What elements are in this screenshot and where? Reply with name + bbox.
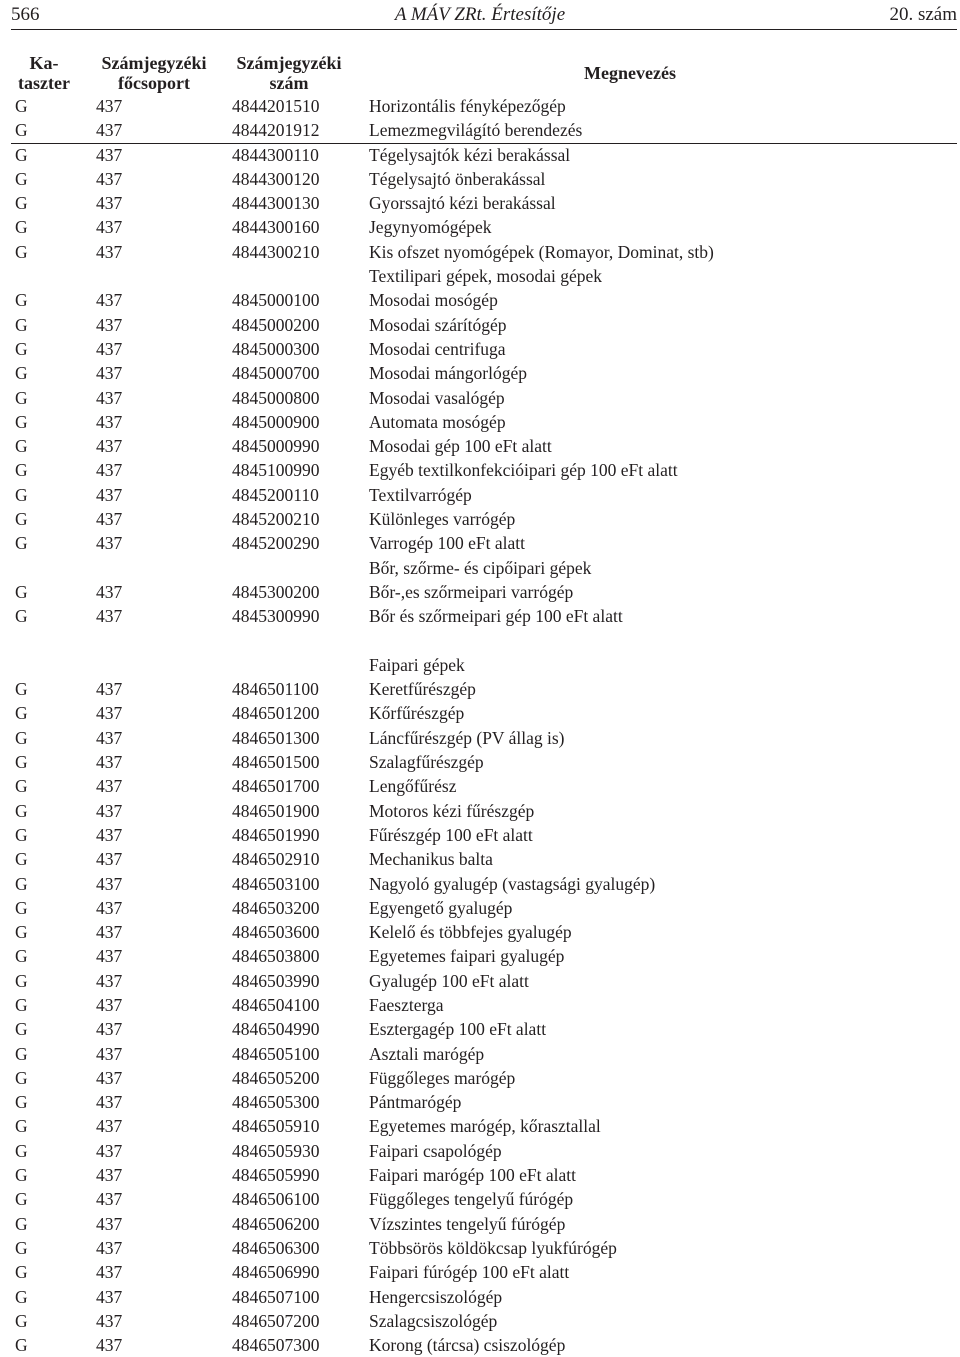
cell-group: 437: [96, 1165, 123, 1186]
cell-name: Mosodai gép 100 eFt alatt: [369, 436, 552, 457]
table-row: [0, 774, 960, 798]
cell-name: Szalagfűrészgép: [369, 752, 484, 773]
table-row: [0, 872, 960, 896]
cell-number: 4845000700: [232, 363, 320, 384]
cell-name: Egyetemes marógép, kőrasztallal: [369, 1116, 601, 1137]
cell-category: G: [15, 1165, 28, 1186]
table-row: [0, 1333, 960, 1357]
cell-category: G: [15, 581, 28, 602]
cell-category: G: [15, 1092, 28, 1113]
cell-category: G: [15, 922, 28, 943]
cell-number: 4846506990: [232, 1262, 320, 1283]
cell-category: G: [15, 290, 28, 311]
cell-number: 4846505990: [232, 1165, 320, 1186]
cell-name: Többsörös köldökcsap lyukfúrógép: [369, 1237, 617, 1258]
issue-number: 20. szám: [889, 4, 957, 25]
table-row: [0, 604, 960, 628]
cell-name: Vízszintes tengelyű fúrógép: [369, 1213, 566, 1234]
cell-number: 4845000800: [232, 387, 320, 408]
cell-name: Bőr-,es szőrmeipari varrógép: [369, 581, 574, 602]
cell-name: Automata mosógép: [369, 411, 506, 432]
cell-name: Esztergagép 100 eFt alatt: [369, 1019, 547, 1040]
cell-name: Keretfűrészgép: [369, 679, 476, 700]
table-row: [0, 1042, 960, 1066]
cell-group: 437: [96, 824, 123, 845]
cell-number: 4846507300: [232, 1335, 320, 1356]
cell-name: Függőleges marógép: [369, 1067, 516, 1088]
cell-category: G: [15, 509, 28, 530]
cell-category: G: [15, 144, 28, 165]
cell-category: G: [15, 168, 28, 189]
cell-number: 4846505930: [232, 1140, 320, 1161]
cell-name: Mosodai mosógép: [369, 290, 498, 311]
cell-category: G: [15, 217, 28, 238]
cell-group: 437: [96, 776, 123, 797]
table-row: [0, 288, 960, 312]
cell-group: 437: [96, 168, 123, 189]
cell-category: G: [15, 946, 28, 967]
cell-group: 437: [96, 338, 123, 359]
cell-group: 437: [96, 1286, 123, 1307]
cell-name: Fűrészgép 100 eFt alatt: [369, 824, 533, 845]
table-row: [0, 1187, 960, 1211]
cell-category: G: [15, 873, 28, 894]
column-header-name: Megnevezés: [584, 63, 676, 83]
cell-number: 4845300990: [232, 606, 320, 627]
cell-number: 4846501200: [232, 703, 320, 724]
cell-category: G: [15, 314, 28, 335]
table-row: [0, 507, 960, 531]
cell-group: 437: [96, 387, 123, 408]
cell-group: 437: [96, 1067, 123, 1088]
cell-category: G: [15, 1043, 28, 1064]
cell-category: G: [15, 1116, 28, 1137]
cell-number: 4846502910: [232, 849, 320, 870]
cell-category: G: [15, 1213, 28, 1234]
cell-name: Faipari fúrógép 100 eFt alatt: [369, 1262, 570, 1283]
cell-group: 437: [96, 241, 123, 262]
cell-name: Hengercsiszológép: [369, 1286, 503, 1307]
cell-category: G: [15, 606, 28, 627]
cell-group: 437: [96, 946, 123, 967]
table-body: [0, 94, 960, 1357]
cell-category: G: [15, 776, 28, 797]
cell-category: G: [15, 752, 28, 773]
table-row: [0, 799, 960, 823]
cell-category: G: [15, 533, 28, 554]
cell-group: 437: [96, 1019, 123, 1040]
cell-number: 4845000300: [232, 338, 320, 359]
cell-category: G: [15, 387, 28, 408]
table-row: [0, 1139, 960, 1163]
cell-group: 437: [96, 970, 123, 991]
cell-number: 4846507100: [232, 1286, 320, 1307]
cell-name: Varrogép 100 eFt alatt: [369, 533, 525, 554]
cell-name: Bőr és szőrmeipari gép 100 eFt alatt: [369, 606, 623, 627]
cell-group: 437: [96, 1262, 123, 1283]
cell-number: 4846503600: [232, 922, 320, 943]
cell-group: 437: [96, 1335, 123, 1356]
cell-group: 437: [96, 1237, 123, 1258]
table-row: [0, 143, 960, 167]
cell-group: 437: [96, 897, 123, 918]
table-header: [0, 50, 960, 94]
column-header-group: Számjegyzéki főcsoport: [101, 53, 207, 93]
cell-category: G: [15, 411, 28, 432]
cell-number: 4845000200: [232, 314, 320, 335]
cell-category: G: [15, 193, 28, 214]
table-row: [0, 1285, 960, 1309]
cell-number: 4846501990: [232, 824, 320, 845]
cell-category: G: [15, 679, 28, 700]
cell-category: G: [15, 897, 28, 918]
cell-group: 437: [96, 922, 123, 943]
cell-group: 437: [96, 120, 123, 141]
cell-group: 437: [96, 363, 123, 384]
cell-name: Korong (tárcsa) csiszológép: [369, 1335, 566, 1356]
table-row: [0, 993, 960, 1017]
cell-category: G: [15, 484, 28, 505]
cell-category: G: [15, 241, 28, 262]
cell-group: 437: [96, 96, 123, 116]
cell-category: G: [15, 1019, 28, 1040]
table-row: [0, 313, 960, 337]
table-row: [0, 94, 960, 118]
cell-number: 4846503100: [232, 873, 320, 894]
cell-group: 437: [96, 290, 123, 311]
cell-name: Mechanikus balta: [369, 849, 493, 870]
table-row: [0, 1212, 960, 1236]
cell-category: G: [15, 824, 28, 845]
cell-name: Függőleges tengelyű fúrógép: [369, 1189, 574, 1210]
cell-group: 437: [96, 1140, 123, 1161]
cell-group: 437: [96, 1116, 123, 1137]
cell-number: 4844300210: [232, 241, 320, 262]
cell-group: 437: [96, 1092, 123, 1113]
cell-name: Faipari marógép 100 eFt alatt: [369, 1165, 577, 1186]
cell-group: 437: [96, 1043, 123, 1064]
cell-category: G: [15, 800, 28, 821]
table-row: [0, 1114, 960, 1138]
cell-group: 437: [96, 193, 123, 214]
cell-category: G: [15, 1310, 28, 1331]
cell-number: 4845200290: [232, 533, 320, 554]
cell-number: 4846501300: [232, 727, 320, 748]
cell-category: G: [15, 994, 28, 1015]
cell-number: 4845100990: [232, 460, 320, 481]
cell-group: 437: [96, 144, 123, 165]
cell-number: 4846501700: [232, 776, 320, 797]
table-row: [0, 823, 960, 847]
cell-group: 437: [96, 703, 123, 724]
cell-number: 4846505200: [232, 1067, 320, 1088]
cell-name: Kelelő és többfejes gyalugép: [369, 922, 572, 943]
table-row: [0, 434, 960, 458]
header-rule: [11, 29, 957, 30]
cell-category: G: [15, 727, 28, 748]
cell-number: 4844300160: [232, 217, 320, 238]
table-row: [0, 896, 960, 920]
table-row: [0, 1309, 960, 1333]
cell-category: G: [15, 1286, 28, 1307]
table-row: [0, 118, 960, 142]
cell-name: Gyorssajtó kézi berakással: [369, 193, 556, 214]
cell-group: 437: [96, 533, 123, 554]
cell-group: 437: [96, 314, 123, 335]
cell-number: 4844201510: [232, 96, 320, 116]
table-row: [0, 1017, 960, 1041]
cell-number: 4846505100: [232, 1043, 320, 1064]
cell-category: G: [15, 1262, 28, 1283]
cell-number: 4844201912: [232, 120, 320, 141]
cell-group: 437: [96, 800, 123, 821]
cell-name: Különleges varrógép: [369, 509, 516, 530]
cell-category: G: [15, 338, 28, 359]
cell-number: 4846506100: [232, 1189, 320, 1210]
cell-number: 4846505910: [232, 1116, 320, 1137]
cell-name: Kőrfűrészgép: [369, 703, 465, 724]
cell-name: Egyetemes faipari gyalugép: [369, 946, 565, 967]
cell-group: 437: [96, 484, 123, 505]
cell-number: 4844300110: [232, 144, 319, 165]
table-row: [0, 337, 960, 361]
publication-title: A MÁV ZRt. Értesítője: [394, 4, 566, 25]
cell-name: Egyéb textilkonfekcióipari gép 100 eFt alatt: [369, 460, 678, 481]
blank-row: [0, 629, 960, 653]
cell-category: G: [15, 96, 28, 116]
cell-name: Faipari csapológép: [369, 1140, 502, 1161]
cell-category: G: [15, 363, 28, 384]
cell-name: Tégelysajtó önberakással: [369, 168, 546, 189]
cell-name: Szalagcsiszológép: [369, 1310, 498, 1331]
table-row: [0, 750, 960, 774]
cell-group: 437: [96, 849, 123, 870]
page-number: 566: [11, 4, 40, 25]
cell-name: Tégelysajtók kézi berakással: [369, 144, 571, 165]
cell-name: Asztali marógép: [369, 1043, 485, 1064]
cell-name: Egyengető gyalugép: [369, 897, 513, 918]
cell-name: Nagyoló gyalugép (vastagsági gyalugép): [369, 873, 656, 894]
cell-number: 4846501500: [232, 752, 320, 773]
table-row: [0, 410, 960, 434]
cell-number: 4846503990: [232, 970, 320, 991]
cell-group: 437: [96, 411, 123, 432]
cell-number: 4845000100: [232, 290, 320, 311]
cell-name: Láncfűrészgép (PV állag is): [369, 727, 565, 748]
table-row: [0, 847, 960, 871]
table-row: [0, 1236, 960, 1260]
cell-name: Motoros kézi fűrészgép: [369, 800, 535, 821]
column-header-number: Számjegyzéki szám: [236, 53, 342, 93]
cell-group: 437: [96, 460, 123, 481]
cell-group: 437: [96, 606, 123, 627]
cell-number: 4844300130: [232, 193, 320, 214]
cell-name: Kis ofszet nyomógépek (Romayor, Dominat, stb): [369, 241, 714, 262]
cell-category: G: [15, 970, 28, 991]
table-row: [0, 1090, 960, 1114]
page-header: [0, 0, 960, 32]
cell-number: 4846501100: [232, 679, 319, 700]
cell-category: G: [15, 436, 28, 457]
cell-category: G: [15, 120, 28, 141]
table-row: [0, 215, 960, 239]
table-row: [0, 944, 960, 968]
table-row: [0, 361, 960, 385]
cell-number: 4846503200: [232, 897, 320, 918]
section-heading-row: [0, 556, 960, 580]
cell-group: 437: [96, 873, 123, 894]
cell-group: 437: [96, 436, 123, 457]
cell-name: Mosodai centrifuga: [369, 338, 506, 359]
cell-number: 4845200110: [232, 484, 319, 505]
section-heading-row: [0, 653, 960, 677]
table-row: [0, 701, 960, 725]
cell-group: 437: [96, 1189, 123, 1210]
cell-number: 4845000990: [232, 436, 320, 457]
cell-group: 437: [96, 1213, 123, 1234]
table-row: [0, 386, 960, 410]
table-row: [0, 458, 960, 482]
cell-number: 4845200210: [232, 509, 320, 530]
table-row: [0, 483, 960, 507]
cell-number: 4844300120: [232, 168, 320, 189]
table-row: [0, 1066, 960, 1090]
cell-number: 4846504990: [232, 1019, 320, 1040]
cell-group: 437: [96, 752, 123, 773]
cell-group: 437: [96, 679, 123, 700]
section-heading-row: [0, 264, 960, 288]
cell-number: 4846501900: [232, 800, 320, 821]
section-heading: Bőr, szőrme- és cipőipari gépek: [369, 557, 592, 578]
cell-category: G: [15, 1237, 28, 1258]
cell-name: Gyalugép 100 eFt alatt: [369, 970, 529, 991]
table-row: [0, 167, 960, 191]
cell-category: G: [15, 1335, 28, 1356]
table-row: [0, 580, 960, 604]
cell-group: 437: [96, 727, 123, 748]
cell-name: Lemezmegvilágító berendezés: [369, 120, 583, 141]
cell-name: Jegynyomógépek: [369, 217, 492, 238]
table-row: [0, 677, 960, 701]
cell-group: 437: [96, 581, 123, 602]
table-row: [0, 969, 960, 993]
table-row: [0, 920, 960, 944]
cell-name: Textilvarrógép: [369, 484, 472, 505]
cell-category: G: [15, 703, 28, 724]
cell-category: G: [15, 849, 28, 870]
section-heading: Faipari gépek: [369, 654, 465, 675]
cell-group: 437: [96, 509, 123, 530]
table-row: [0, 240, 960, 264]
cell-number: 4846504100: [232, 994, 320, 1015]
cell-number: 4846506200: [232, 1213, 320, 1234]
column-header-category: Ka- taszter: [18, 53, 70, 93]
cell-name: Horizontális fényképezőgép: [369, 96, 566, 116]
cell-category: G: [15, 1189, 28, 1210]
cell-category: G: [15, 460, 28, 481]
table-row: [0, 1163, 960, 1187]
cell-group: 437: [96, 217, 123, 238]
cell-number: 4845000900: [232, 411, 320, 432]
cell-name: Mosodai szárítógép: [369, 314, 507, 335]
cell-category: G: [15, 1140, 28, 1161]
cell-category: G: [15, 1067, 28, 1088]
section-heading: Textilipari gépek, mosodai gépek: [369, 266, 603, 287]
cell-group: 437: [96, 994, 123, 1015]
cell-number: 4846507200: [232, 1310, 320, 1331]
cell-name: Lengőfűrész: [369, 776, 457, 797]
cell-number: 4845300200: [232, 581, 320, 602]
cell-number: 4846506300: [232, 1237, 320, 1258]
table-row: [0, 1260, 960, 1284]
table-row: [0, 531, 960, 555]
cell-name: Faesztergа: [369, 994, 444, 1015]
table-row: [0, 191, 960, 215]
cell-group: 437: [96, 1310, 123, 1331]
cell-name: Mosodai vasalógép: [369, 387, 505, 408]
table-row: [0, 726, 960, 750]
cell-name: Pántmarógép: [369, 1092, 462, 1113]
cell-number: 4846503800: [232, 946, 320, 967]
cell-number: 4846505300: [232, 1092, 320, 1113]
cell-name: Mosodai mángorlógép: [369, 363, 527, 384]
